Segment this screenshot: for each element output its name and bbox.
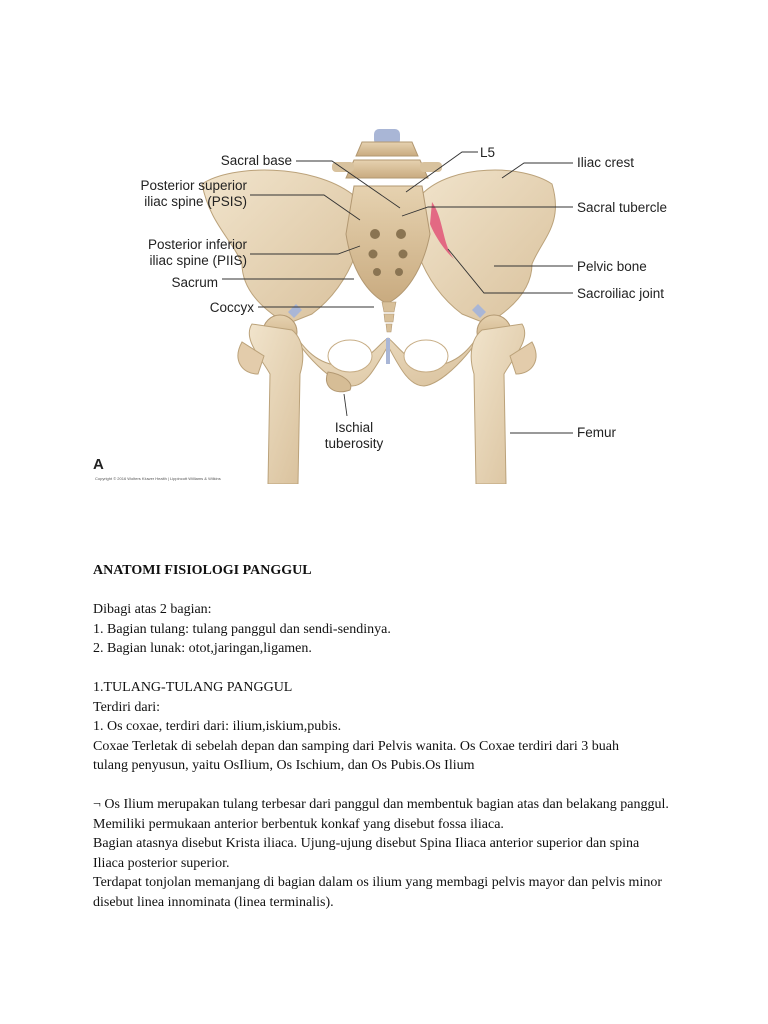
paragraph: Terdapat tonjolan memanjang di bagian dalam os ilium yang membagi pelvis mayor dan pelvis minor disebut linea innominata (linea terminalis). xyxy=(93,875,662,910)
paragraph: ¬ Os Ilium merupakan tulang terbesar dari panggul dan membentuk bagian atas dan belakang panggul. xyxy=(93,797,669,812)
paragraph: 1. Os coxae, terdiri dari: ilium,iskium,pubis. xyxy=(93,719,342,734)
paragraph: 1. Bagian tulang: tulang panggul dan sendi-sendinya. xyxy=(93,621,391,637)
paragraph: Memiliki permukaan anterior berbentuk konkaf yang disebut fossa iliaca. xyxy=(93,816,504,832)
label-ischial-line1: Ischial xyxy=(334,420,374,435)
label-sacrum: Sacrum xyxy=(171,275,218,290)
paragraph: 2. Bagian lunak: otot,jaringan,ligamen. xyxy=(93,641,312,656)
label-pelvic-bone: Pelvic bone xyxy=(577,259,647,274)
paragraph: Bagian atasnya disebut Krista iliaca. Ujung-ujung disebut Spina Iliaca anterior superior dan spina Iliaca posterior superior. xyxy=(93,836,640,871)
paragraph: Coxae Terletak di sebelah depan dan samping dari Pelvis wanita. Os Coxae terdiri dari 3 buah tulang penyusun, yaitu OsIlium, Os Ischium, dan Os Pubis.Os Ilium xyxy=(93,738,619,773)
label-ischial-line2: tuberosity xyxy=(324,436,384,451)
label-femur: Femur xyxy=(577,425,617,440)
label-l5: L5 xyxy=(480,145,496,160)
label-sacroiliac-joint: Sacroiliac joint xyxy=(577,286,665,301)
figure-copyright: Copyright © 2016 Wolters Kluwer Health | Lippincott Williams & Wilkins xyxy=(95,476,221,481)
figure-letter: A xyxy=(93,456,104,473)
paragraph: Terdiri dari: xyxy=(93,699,161,715)
label-psis-line2: iliac spine (PSIS) xyxy=(144,194,247,209)
document-body xyxy=(93,561,693,912)
label-piis-line2: iliac spine (PIIS) xyxy=(149,253,247,268)
label-psis-line1: Posterior superior xyxy=(140,178,247,193)
label-sacral-base: Sacral base xyxy=(220,153,292,168)
doc-title: ANATOMI FISIOLOGI PANGGUL xyxy=(93,563,312,578)
paragraph: Dibagi atas 2 bagian: xyxy=(93,602,212,617)
label-piis-line1: Posterior inferior xyxy=(147,237,247,252)
pelvis-anatomy-figure xyxy=(92,124,682,484)
label-coccyx: Coccyx xyxy=(209,300,254,315)
label-sacral-tubercle: Sacral tubercle xyxy=(577,200,668,215)
section-heading: 1.TULANG-TULANG PANGGUL xyxy=(93,680,293,695)
label-iliac-crest: Iliac crest xyxy=(577,155,635,170)
